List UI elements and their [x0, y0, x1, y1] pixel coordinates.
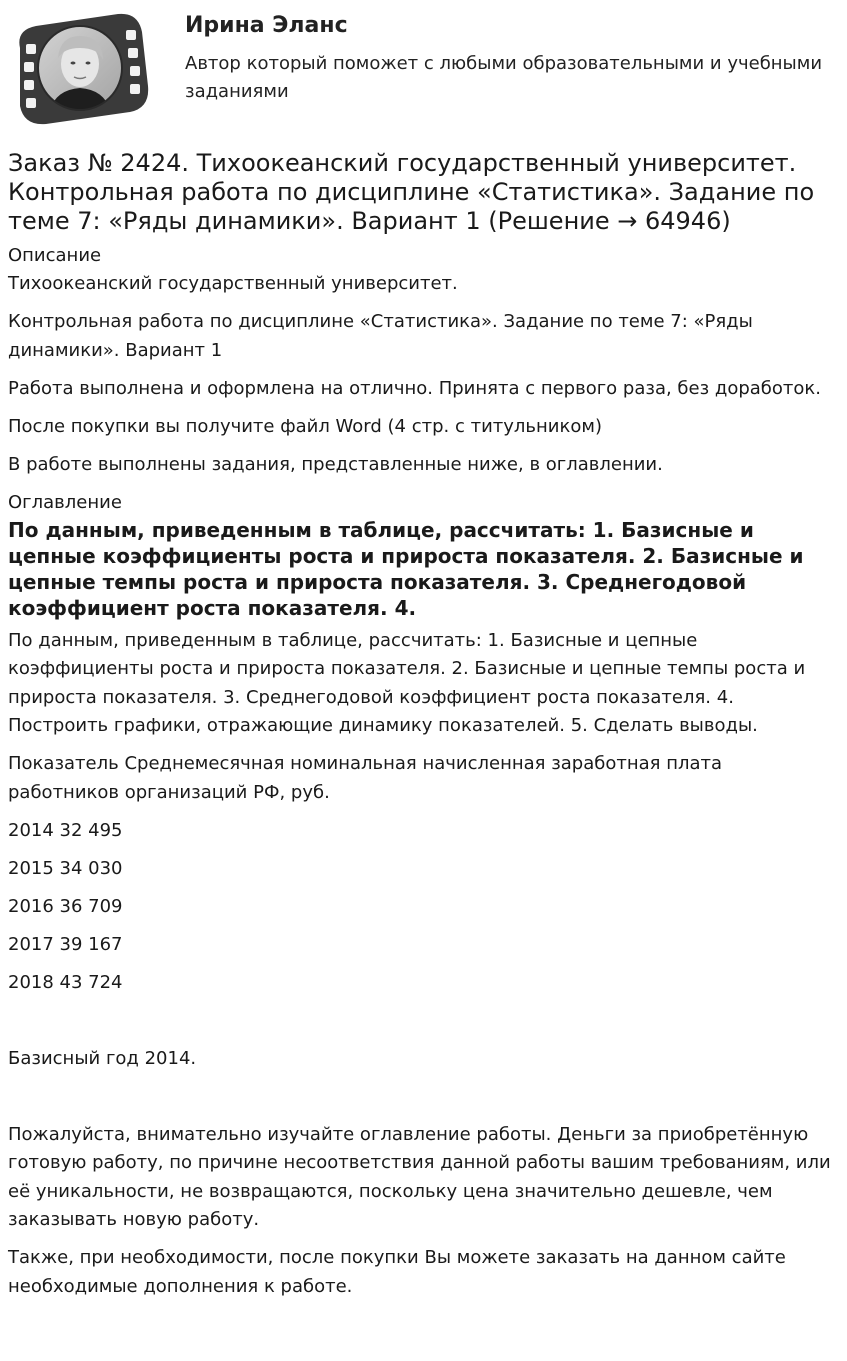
- data-row: 2014 32 495: [8, 819, 123, 841]
- base-year: Базисный год 2014.: [8, 1047, 197, 1069]
- description-paragraph: Работа выполнена и оформлена на отлично. Принята с первого раза, без доработок.: [8, 377, 822, 399]
- data-row: 2017 39 167: [8, 933, 123, 955]
- spacer: [8, 1083, 834, 1121]
- description-paragraph: В работе выполнены задания, представленные ниже, в оглавлении.: [8, 453, 663, 475]
- author-avatar: [8, 8, 152, 128]
- author-header: [0, 0, 847, 140]
- description-paragraph: После покупки вы получите файл Word (4 стр. с титульником): [8, 415, 602, 437]
- data-row: 2018 43 724: [8, 971, 123, 993]
- toc-indicator: Показатель Среднемесячная номинальная начисленная заработная плата работников организаций РФ, руб.: [8, 753, 723, 803]
- toc-task: По данным, приведенным в таблице, рассчитать: 1. Базисные и цепные коэффициенты роста и прироста показателя. 2. Базисные и цепные темпы роста и прироста показателя. 3. Среднегодовой коэффициент роста показателя. 4. Построить графики, отражающие динамику показателей. 5. Сделать выводы.: [8, 629, 806, 736]
- order-content: [8, 149, 834, 1311]
- notice-paragraph: Также, при необходимости, после покупки Вы можете заказать на данном сайте необходимые дополнения к работе.: [8, 1247, 786, 1297]
- toc-heading: По данным, приведенным в таблице, рассчитать: 1. Базисные и цепные коэффициенты роста и прироста показателя. 2. Базисные и цепные темпы роста и прироста показателя. 3. Среднегодовой коэффициент роста показателя. 4.: [8, 517, 804, 620]
- data-row: 2016 36 709: [8, 895, 123, 917]
- data-row: 2015 34 030: [8, 857, 123, 879]
- order-title: Заказ № 2424. Тихоокеанский государственный университет. Контрольная работа по дисциплине «Статистика». Задание по теме 7: «Ряды динамики». Вариант 1 (Решение → 64946): [8, 149, 815, 235]
- description-paragraph: Тихоокеанский государственный университет.: [8, 273, 458, 294]
- author-description: Автор который поможет с любыми образовательными и учебными заданиями: [185, 53, 823, 102]
- toc-label: Оглавление: [8, 491, 122, 513]
- description-label: Описание: [8, 245, 102, 266]
- description-paragraph: Контрольная работа по дисциплине «Статистика». Задание по теме 7: «Ряды динамики». Вариант 1: [8, 311, 753, 361]
- notice-paragraph: Пожалуйста, внимательно изучайте оглавление работы. Деньги за приобретённую готовую работу, по причине несоответствия данной работы вашим требованиям, или её уникальности, не возвращаются, поскольку цена значительно дешевле, чем заказывать новую работу.: [8, 1123, 831, 1230]
- author-name[interactable]: Ирина Эланс: [185, 13, 348, 38]
- spacer: [8, 1007, 834, 1045]
